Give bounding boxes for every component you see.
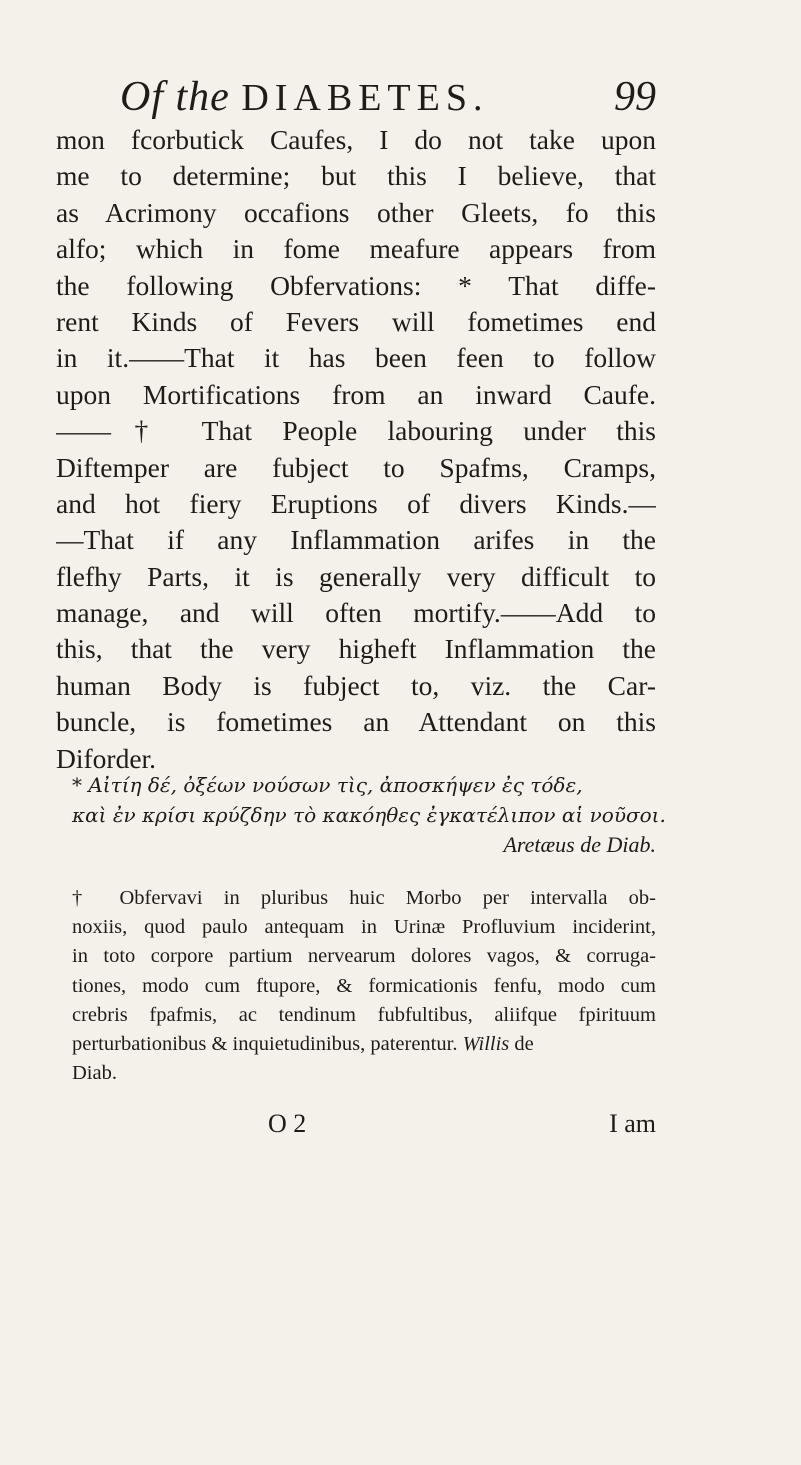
text-line: the following Obfervations: * That diffe- (56, 269, 656, 301)
text-line: alfo; which in fome meafure appears from (56, 233, 656, 265)
text-line: rent Kinds of Fevers will fometimes end (56, 305, 656, 337)
footnote-line: † Obfervavi in pluribus huic Morbo per intervalla ob- (72, 887, 656, 909)
text-line: —That if any Inflammation arifes in the (56, 524, 656, 556)
text-line: upon Mortifications from an inward Caufe. (56, 378, 656, 410)
footnote-latin (72, 884, 656, 1088)
footnote-source: Aretæus de Diab. (503, 832, 656, 857)
text-line: this, that the very higheft Inflammation the (56, 633, 656, 665)
footnote-line-text: perturbationibus & inquietudinibus, paterentur. (72, 1032, 458, 1055)
text-line: Diftemper are fubject to Spafms, Cramps, (56, 451, 656, 483)
text-line: human Body is fubject to, viz. the Car- (56, 669, 656, 701)
footnote-citation-rest: de (509, 1032, 534, 1055)
footnote-line: crebris fpafmis, ac tendinum fubfultibus, aliifque fpirituum (72, 1003, 656, 1026)
running-title-caps: DIABETES. (241, 77, 489, 119)
body-text (56, 122, 656, 777)
footnote-line: καὶ ἐν κρίσι κρύζδην τὸ κακόηθες ἐγκατέλιπον αἱ νοῦσοι. (72, 803, 666, 827)
catchword: I am (609, 1109, 656, 1138)
running-header (120, 72, 656, 122)
footnote-line: * Αἰτίη δέ, ὀξέων νούσων τὶς, ἀποσκήψεν ἐς τόδε, (72, 773, 583, 797)
footnote-greek (72, 770, 666, 860)
footnote-citation: Willis (462, 1032, 510, 1055)
footnote-line: in toto corpore partium nervearum dolores vagos, & corruga- (72, 945, 656, 968)
page-number: 99 (614, 74, 656, 120)
text-line: buncle, is fometimes an Attendant on this (56, 706, 656, 738)
signature-mark: O 2 (268, 1109, 307, 1138)
page-footer (56, 1106, 656, 1142)
footnote-line: noxiis, quod paulo antequam in Urinæ Profluvium inciderint, (72, 916, 656, 939)
running-title (120, 72, 488, 123)
footnote-line (72, 1030, 656, 1059)
footnote-line: tiones, modo cum ftupore, & formicationis fenfu, modo cum (72, 974, 656, 997)
text-line: ——† That People labouring under this (56, 415, 656, 447)
text-line: in it.——That it has been feen to follow (56, 342, 656, 374)
text-line: me to determine; but this I believe, that (56, 160, 656, 192)
running-title-italic: Of the (120, 74, 230, 120)
footnote-line: Diab. (72, 1062, 117, 1085)
text-line: mon fcorbutick Caufes, I do not take upon (56, 124, 656, 155)
text-line: manage, and will often mortify.——Add to (56, 597, 656, 629)
text-line: flefhy Parts, it is generally very difficult to (56, 560, 656, 592)
text-line: and hot fiery Eruptions of divers Kinds.— (56, 487, 656, 519)
text-line: as Acrimony occafions other Gleets, fo this (56, 196, 656, 228)
text-line: Diforder. (56, 742, 157, 774)
